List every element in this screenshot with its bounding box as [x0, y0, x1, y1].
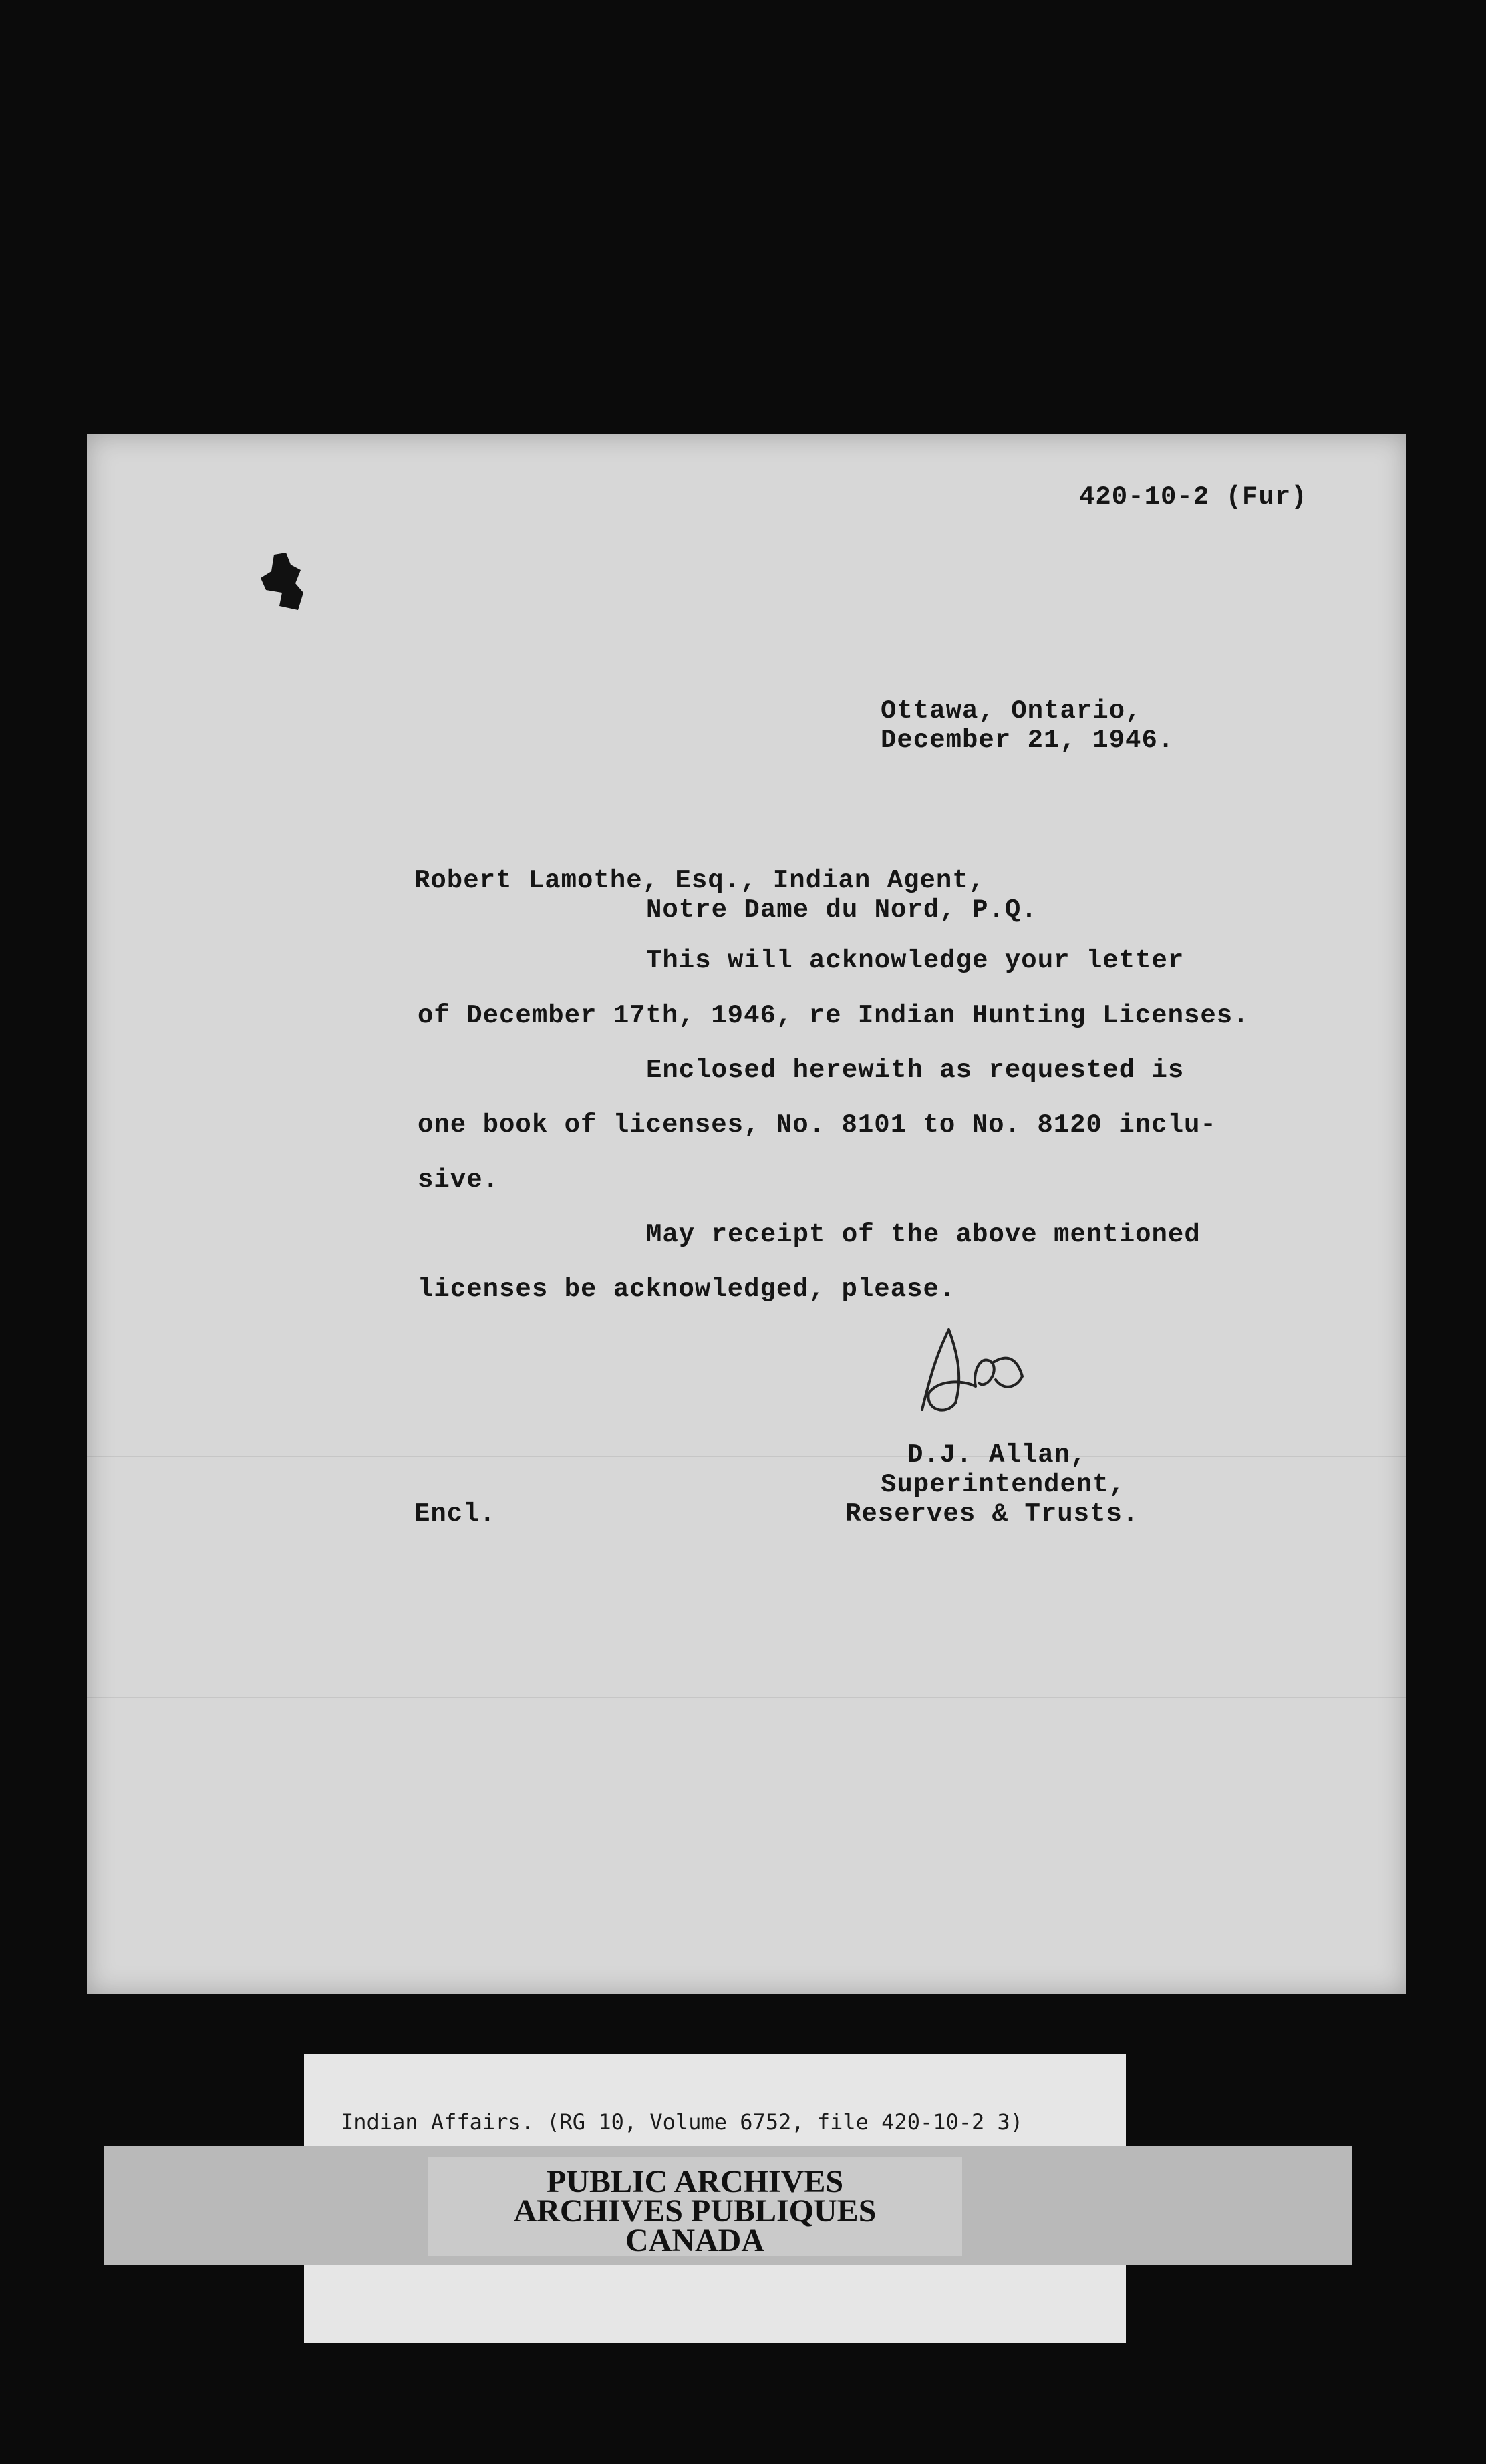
paper-fold-line — [87, 1697, 1406, 1698]
recipient-line-1: Robert Lamothe, Esq., Indian Agent, — [414, 866, 986, 895]
signatory-name: D.J. Allan, — [907, 1440, 1087, 1470]
ink-blot-mark — [254, 551, 307, 615]
body-paragraph-2-line-1: Enclosed herewith as requested is — [646, 1056, 1185, 1085]
signatory-title-1: Superintendent, — [881, 1470, 1126, 1499]
date-line: December 21, 1946. — [881, 726, 1175, 755]
place-line: Ottawa, Ontario, — [881, 696, 1142, 726]
archive-citation: Indian Affairs. (RG 10, Volume 6752, file 420-10-2 3) — [341, 2109, 1024, 2135]
archive-stamp-line-1: PUBLIC ARCHIVES — [546, 2164, 844, 2199]
handwritten-initials-signature — [909, 1316, 1036, 1423]
paper-fold-line — [87, 1456, 1406, 1457]
file-reference: 420-10-2 (Fur) — [1079, 482, 1308, 512]
letter-sheet — [87, 434, 1406, 1994]
body-paragraph-3-line-1: May receipt of the above mentioned — [646, 1220, 1201, 1249]
body-paragraph-3-line-2: licenses be acknowledged, please. — [418, 1275, 956, 1304]
archive-stamp-line-2: ARCHIVES PUBLIQUES — [513, 2193, 877, 2229]
archive-stamp-line-3: CANADA — [625, 2223, 764, 2258]
body-paragraph-1-line-2: of December 17th, 1946, re Indian Hunting Licenses. — [418, 1001, 1249, 1030]
signatory-title-2: Reserves & Trusts. — [845, 1499, 1139, 1529]
body-paragraph-2-line-3: sive. — [418, 1165, 500, 1195]
recipient-line-2: Notre Dame du Nord, P.Q. — [646, 895, 1038, 925]
body-paragraph-2-line-2: one book of licenses, No. 8101 to No. 8120 inclu- — [418, 1110, 1217, 1140]
enclosure-note: Encl. — [414, 1499, 496, 1529]
body-paragraph-1-line-1: This will acknowledge your letter — [646, 946, 1185, 975]
